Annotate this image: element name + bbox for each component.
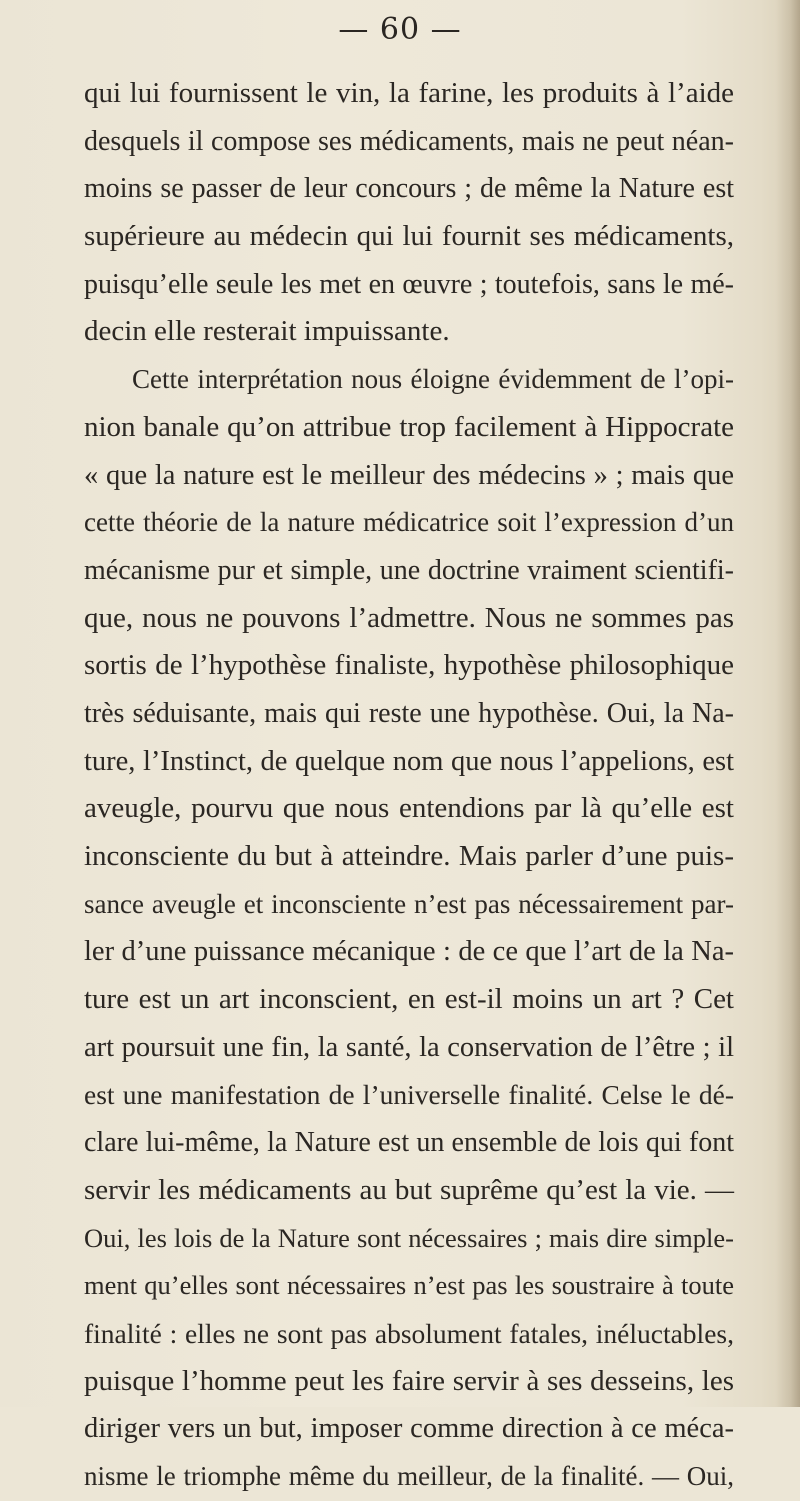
text-line: « que la nature est le meilleur des médecins » ; mais que <box>84 459 734 491</box>
text-line: art poursuit une fin, la santé, la conservation de l’être ; il <box>84 1031 734 1063</box>
text-line: mécanisme pur et simple, une doctrine vraiment scientifi- <box>84 554 734 586</box>
text-line: ture est un art inconscient, en est-il moins un art ? Cet <box>84 983 734 1016</box>
text-line: est une manifestation de l’universelle finalité. Celse le dé- <box>84 1079 734 1111</box>
page-edge-shadow <box>776 0 800 1407</box>
text-line: Oui, les lois de la Nature sont nécessaires ; mais dire simple- <box>84 1222 734 1253</box>
text-line: decin elle resterait impuissante. <box>84 315 450 348</box>
text-line: aveugle, pourvu que nous entendions par là qu’elle est <box>84 792 734 825</box>
text-line: supérieure au médecin qui lui fournit ses médicaments, <box>84 220 734 253</box>
text-line: finalité : elles ne sont pas absolument fatales, inéluctables, <box>84 1317 734 1349</box>
page-number: — 60 — <box>338 12 462 47</box>
text-line: puisqu’elle seule les met en œuvre ; toutefois, sans le mé- <box>84 268 734 300</box>
text-line: que, nous ne pouvons l’admettre. Nous ne sommes pas <box>84 601 734 634</box>
text-line: Cette interprétation nous éloigne évidemment de l’opi- <box>132 364 734 395</box>
text-line: clare lui-même, la Nature est un ensemble de lois qui font <box>84 1127 734 1159</box>
text-line: nisme le triomphe même du meilleur, de la finalité. — Oui, <box>84 1460 734 1491</box>
text-line: ture, l’Instinct, de quelque nom que nous l’appelions, est <box>84 745 734 777</box>
text-line: diriger vers un but, imposer comme direction à ce méca- <box>84 1413 734 1445</box>
text-line: moins se passer de leur concours ; de même la Nature est <box>84 173 734 205</box>
text-line: inconsciente du but à atteindre. Mais parler d’une puis- <box>84 840 734 872</box>
body-text <box>84 70 734 1501</box>
text-line: sortis de l’hypothèse finaliste, hypothèse philosophique <box>84 649 734 682</box>
text-line: puisque l’homme peut les faire servir à ses desseins, les <box>84 1364 734 1397</box>
text-line: très séduisante, mais qui reste une hypothèse. Oui, la Na- <box>84 697 734 729</box>
text-line: qui lui fournissent le vin, la farine, les produits à l’aide <box>84 77 734 109</box>
text-line: sance aveugle et inconsciente n’est pas nécessairement par- <box>84 888 734 919</box>
text-line: ment qu’elles sont nécessaires n’est pas les soustraire à toute <box>84 1270 734 1301</box>
text-line: ler d’une puissance mécanique : de ce que l’art de la Na- <box>84 936 734 968</box>
text-line: nion banale qu’on attribue trop facilement à Hippocrate <box>84 410 734 443</box>
text-line: servir les médicaments au but suprême qu’est la vie. — <box>84 1173 734 1206</box>
text-line: cette théorie de la nature médicatrice soit l’expression d’un <box>84 507 734 538</box>
text-line: desquels il compose ses médicaments, mais ne peut néan- <box>84 125 734 157</box>
